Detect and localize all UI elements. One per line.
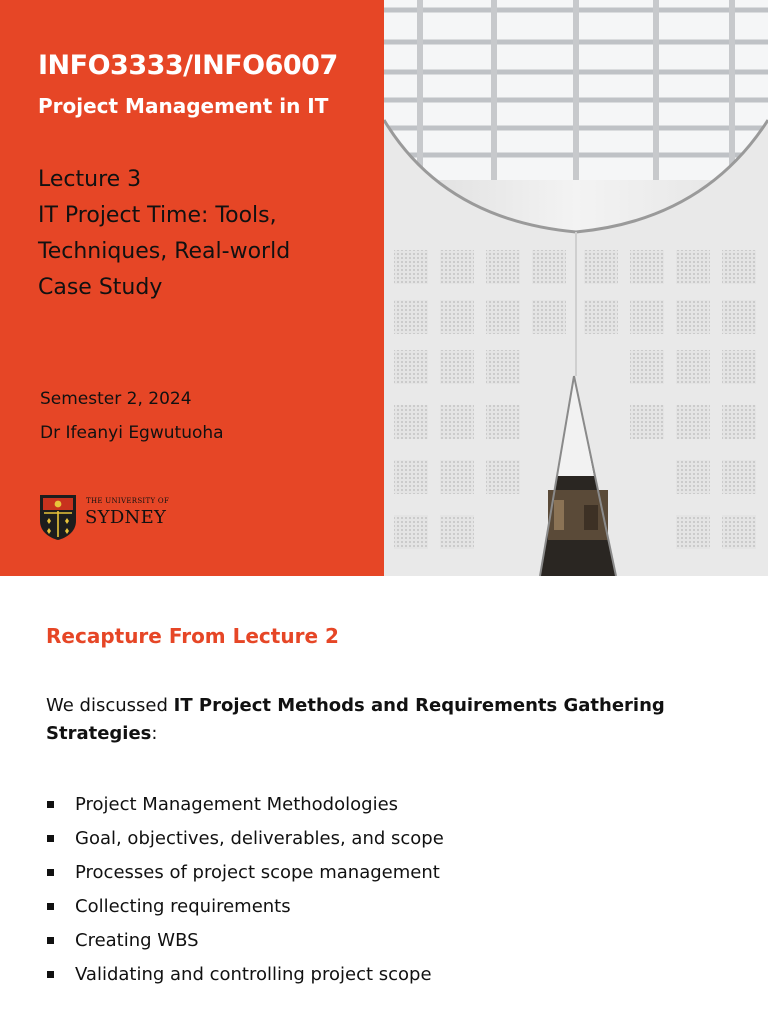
list-item [46,924,444,958]
bullet-text: Collecting requirements [75,896,291,917]
intro-suffix: : [151,723,158,744]
bullet-square-icon [47,903,54,910]
bullet-text: Project Management Methodologies [75,794,399,815]
intro-bold: IT Project Methods and Requirements Gathering Strategies [46,695,665,744]
lecture-line: Case Study [38,275,163,300]
list-item [46,958,444,992]
university-logo [38,493,178,541]
list-item [46,822,444,856]
bullet-text: Creating WBS [75,930,199,951]
bullet-text: Processes of project scope management [75,862,440,883]
bullet-square-icon [47,971,54,978]
lecture-line: Techniques, Real-world [38,239,291,264]
semester-text: Semester 2, 2024 [40,389,192,409]
logo-small-text: THE UNIVERSITY OF [86,497,170,505]
list-item [46,890,444,924]
lecture-line: Lecture 3 [38,167,142,192]
intro-paragraph [46,692,726,748]
atrium-image [384,0,768,576]
logo-big-text: SYDNEY [85,507,167,528]
bullet-square-icon [47,937,54,944]
lecturer-name: Dr Ifeanyi Egwutuoha [40,423,224,443]
university-crest-icon [38,493,78,541]
recap-title: Recapture From Lecture 2 [46,624,339,648]
bullet-text: Validating and controlling project scope [75,964,432,985]
recap-slide [0,576,768,1024]
bullet-square-icon [47,869,54,876]
list-item [46,788,444,822]
bullet-square-icon [47,801,54,808]
intro-prefix: We discussed [46,695,174,716]
recap-bullet-list [46,788,444,992]
lecture-title [38,162,378,306]
course-code: INFO3333/INFO6007 [38,50,338,81]
list-item [46,856,444,890]
title-panel [0,0,384,576]
lecture-line: IT Project Time: Tools, [38,203,277,228]
semester-info [40,382,224,450]
architecture-photo [384,0,768,576]
course-name: Project Management in IT [38,94,329,118]
bullet-text: Goal, objectives, deliverables, and scope [75,828,444,849]
bullet-square-icon [47,835,54,842]
